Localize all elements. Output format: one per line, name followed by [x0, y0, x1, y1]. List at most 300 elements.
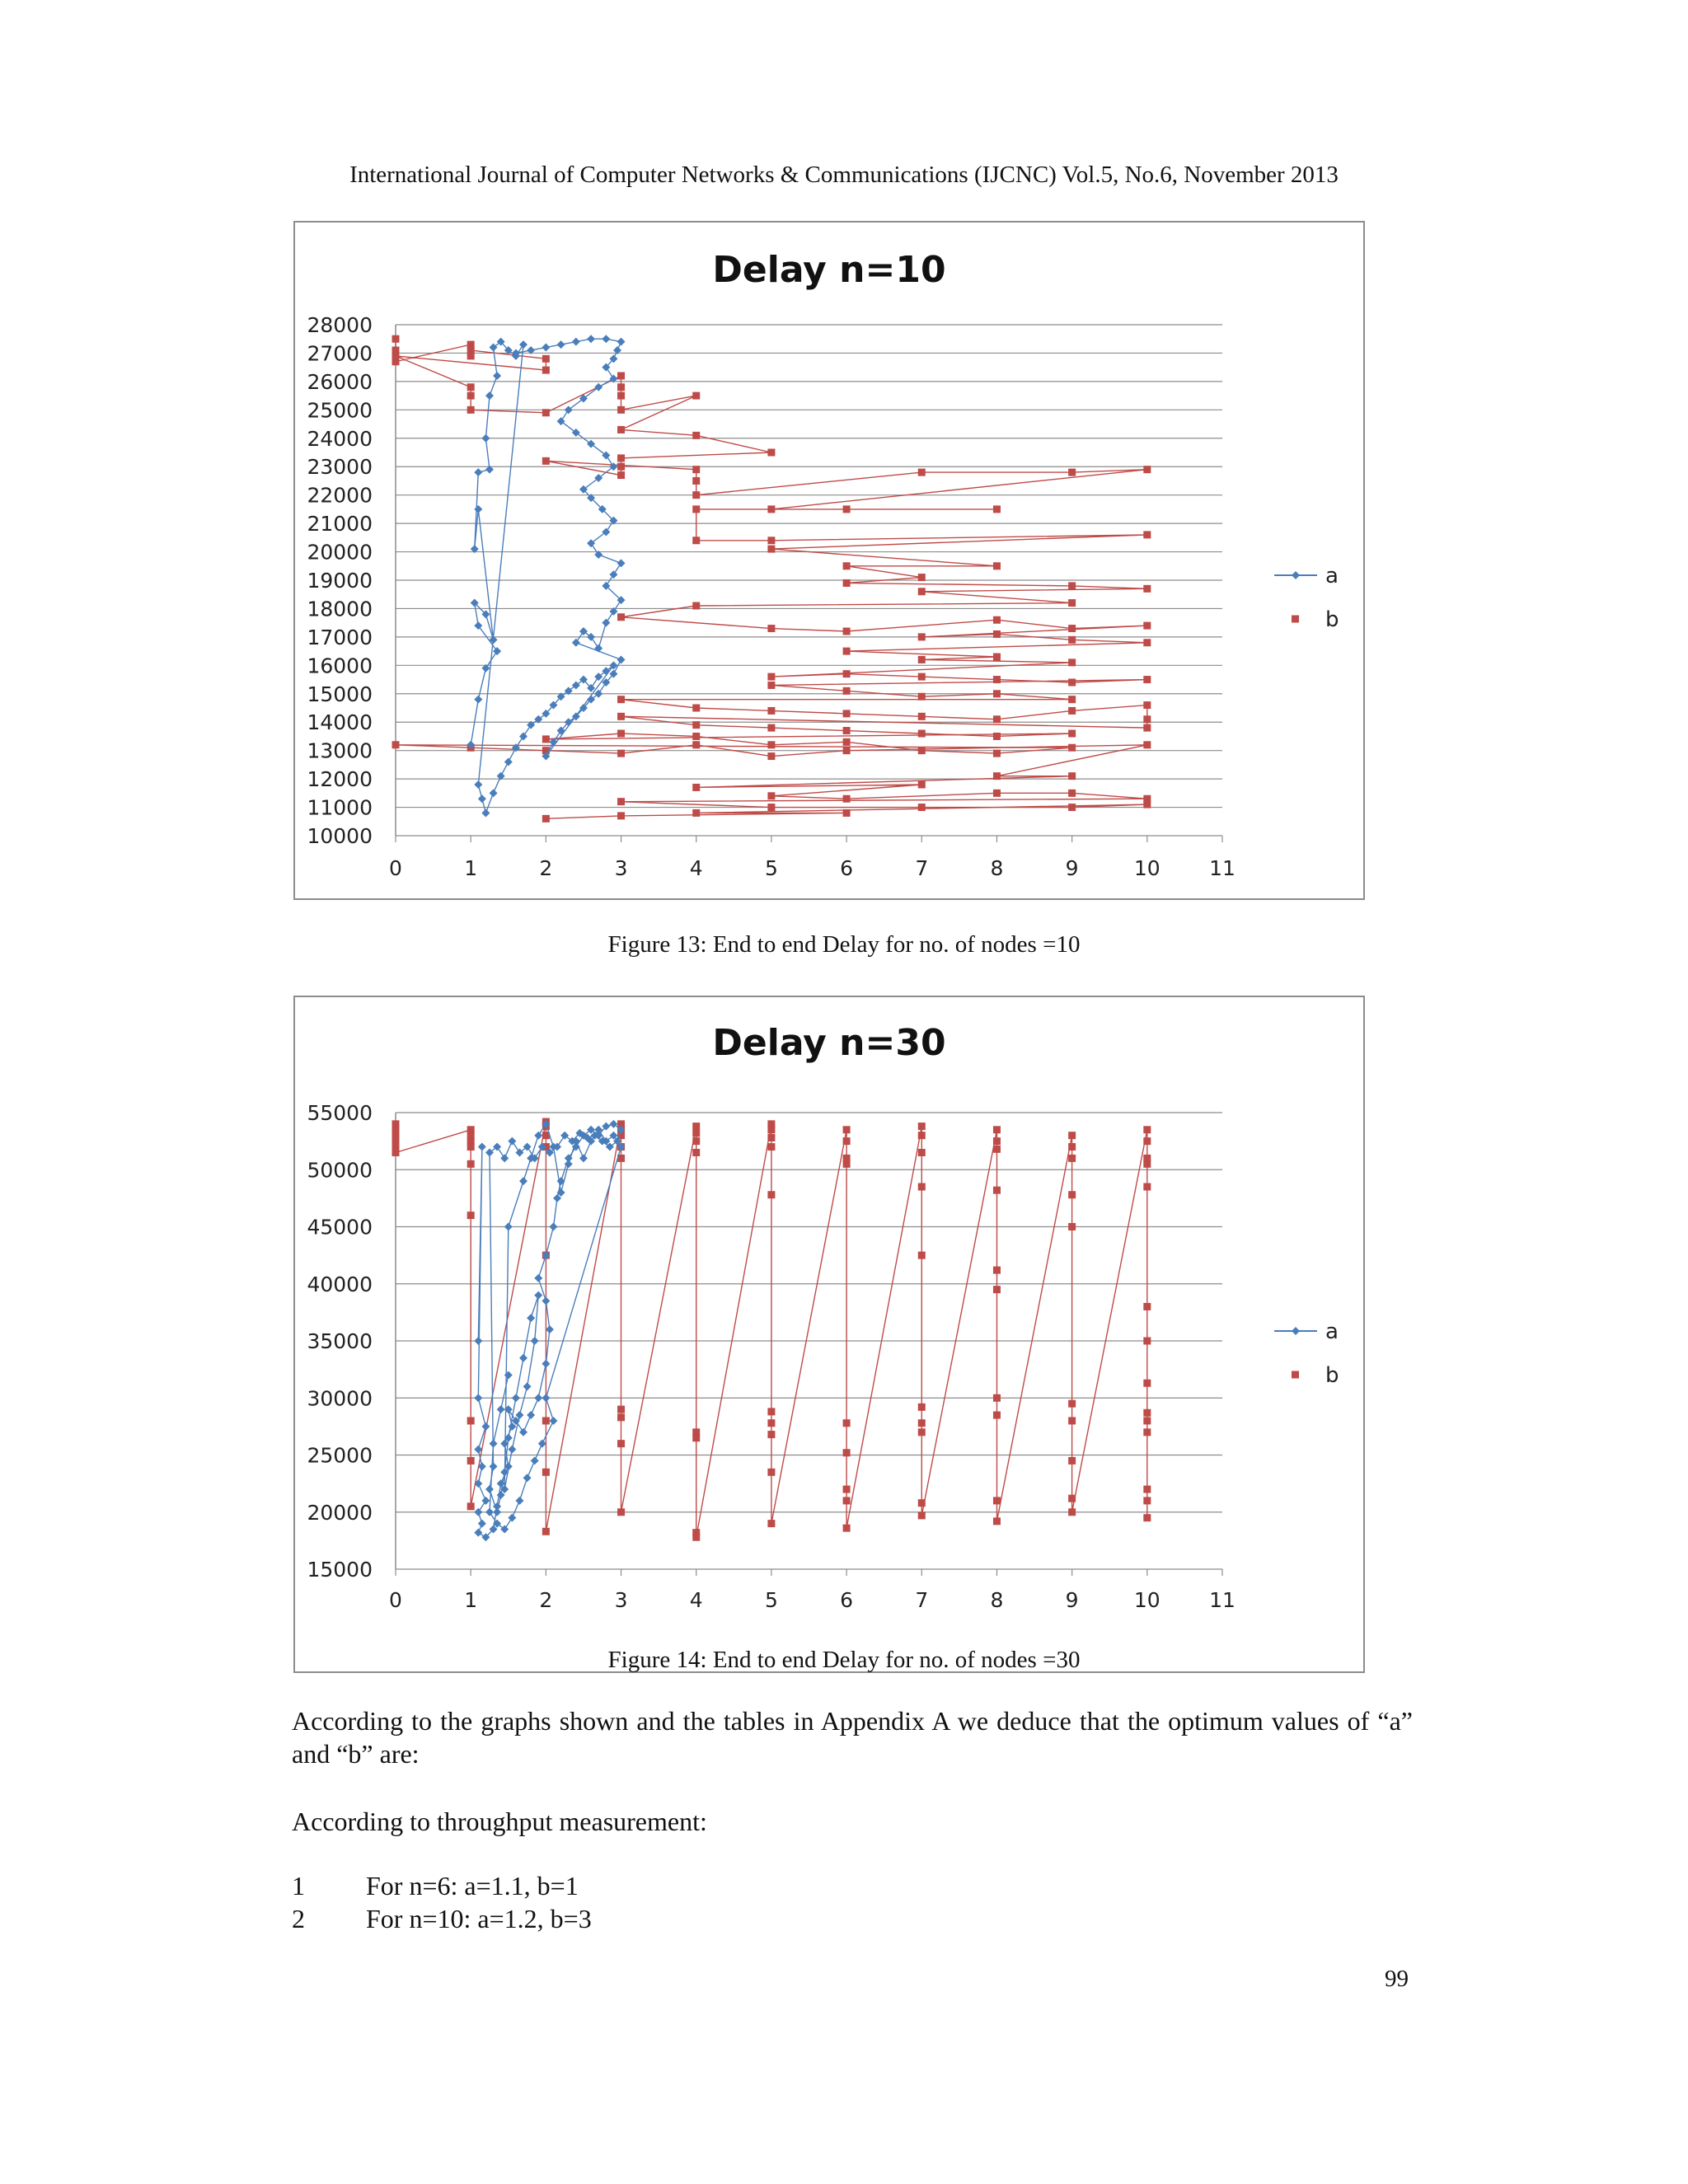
data-point-b: [1068, 625, 1076, 632]
data-point-b: [767, 625, 775, 632]
data-point-b: [767, 792, 775, 799]
running-header: International Journal of Computer Networks & Communications (IJCNC) Vol.5, No.6, November 2013: [349, 162, 1339, 188]
data-point-b: [993, 715, 1001, 723]
data-point-b: [993, 772, 1001, 780]
data-point-b: [918, 1132, 926, 1139]
data-point-b: [692, 432, 700, 439]
y-tick-label: 15000: [307, 682, 373, 706]
data-point-b: [767, 537, 775, 544]
list-item-text: For n=10: a=1.2, b=3: [366, 1904, 592, 1933]
legend-marker-b: [1292, 616, 1299, 623]
data-point-a: [504, 1371, 513, 1380]
y-tick-label: 27000: [307, 341, 373, 366]
data-point-b: [843, 628, 851, 635]
data-point-b: [843, 1525, 851, 1532]
data-point-b: [918, 804, 926, 811]
legend-label-b: b: [1325, 607, 1339, 632]
data-point-b: [993, 505, 1001, 513]
data-point-b: [692, 477, 700, 485]
y-tick-label: 25000: [307, 1443, 373, 1468]
data-point-b: [843, 1497, 851, 1504]
data-point-b: [767, 741, 775, 748]
data-point-a: [609, 570, 617, 579]
data-point-b: [692, 784, 700, 791]
y-tick-label: 25000: [307, 398, 373, 423]
x-tick-label: 8: [990, 1588, 1004, 1612]
list-item: [292, 1904, 592, 1934]
data-point-a: [549, 1417, 557, 1425]
data-point-b: [843, 738, 851, 746]
legend-label-b: b: [1325, 1363, 1339, 1388]
data-point-a: [538, 1440, 546, 1448]
data-point-a: [490, 1440, 498, 1448]
data-point-a: [534, 1132, 542, 1140]
data-point-a: [485, 1508, 494, 1516]
data-point-b: [617, 426, 625, 434]
data-point-a: [474, 621, 482, 630]
data-point-b: [918, 588, 926, 595]
data-point-a: [617, 655, 626, 663]
data-point-b: [993, 1517, 1001, 1525]
data-point-b: [617, 1508, 625, 1516]
data-point-b: [1143, 622, 1151, 630]
data-point-a: [474, 1508, 482, 1516]
data-point-b: [918, 574, 926, 581]
data-point-b: [617, 798, 625, 805]
data-point-b: [918, 1499, 926, 1507]
data-point-b: [542, 1417, 550, 1424]
data-point-b: [993, 616, 1001, 624]
data-point-a: [572, 338, 580, 346]
data-point-b: [1068, 599, 1076, 607]
data-point-b: [1068, 582, 1076, 589]
data-point-a: [478, 1143, 486, 1151]
data-point-b: [918, 747, 926, 754]
data-point-a: [474, 780, 482, 789]
data-point-a: [474, 1394, 482, 1402]
x-tick-label: 2: [539, 856, 553, 880]
data-point-b: [617, 696, 625, 703]
y-tick-label: 20000: [307, 540, 373, 565]
legend-marker-a: [1292, 1327, 1300, 1335]
data-point-b: [767, 1143, 775, 1151]
data-point-a: [508, 1137, 516, 1146]
data-point-b: [767, 449, 775, 457]
data-point-b: [993, 1146, 1001, 1153]
data-point-b: [843, 727, 851, 734]
data-point-b: [843, 687, 851, 695]
x-tick-label: 3: [614, 1588, 628, 1612]
data-point-b: [1143, 1417, 1151, 1424]
data-point-b: [843, 1126, 851, 1133]
legend-label-a: a: [1325, 564, 1339, 588]
data-point-b: [918, 1122, 926, 1130]
data-point-a: [512, 1394, 520, 1402]
data-point-b: [918, 1428, 926, 1436]
data-point-b: [843, 670, 851, 677]
data-point-a: [602, 619, 610, 627]
data-point-a: [478, 1520, 486, 1528]
data-point-b: [993, 1497, 1001, 1504]
data-point-a: [493, 647, 501, 655]
data-point-b: [467, 1143, 475, 1151]
data-point-a: [481, 434, 490, 443]
data-point-b: [918, 693, 926, 701]
data-point-b: [767, 1419, 775, 1427]
data-point-a: [527, 1411, 535, 1419]
data-point-b: [542, 735, 550, 743]
data-point-b: [1068, 1417, 1076, 1424]
data-point-b: [918, 1149, 926, 1156]
data-point-b: [542, 367, 550, 374]
data-point-b: [617, 373, 625, 380]
x-tick-label: 6: [840, 856, 854, 880]
data-point-a: [546, 1325, 554, 1333]
x-tick-label: 10: [1133, 1588, 1160, 1612]
data-point-b: [1143, 639, 1151, 646]
x-tick-label: 5: [764, 1588, 778, 1612]
data-point-b: [1068, 744, 1076, 752]
data-point-b: [918, 713, 926, 720]
data-point-a: [542, 344, 550, 352]
data-point-b: [1068, 1191, 1076, 1198]
data-point-b: [692, 491, 700, 499]
data-point-b: [1068, 1400, 1076, 1408]
data-point-b: [1143, 1409, 1151, 1417]
data-point-a: [519, 1354, 528, 1362]
x-tick-label: 8: [990, 856, 1004, 880]
data-point-b: [1143, 1428, 1151, 1436]
legend-marker-b: [1292, 1371, 1299, 1379]
data-point-b: [692, 1534, 700, 1541]
data-point-b: [1068, 707, 1076, 715]
data-point-b: [767, 682, 775, 689]
data-point-b: [767, 1191, 775, 1198]
data-point-b: [993, 1412, 1001, 1419]
y-tick-label: 26000: [307, 369, 373, 394]
data-point-b: [692, 537, 700, 544]
data-point-b: [918, 633, 926, 640]
y-tick-label: 19000: [307, 569, 373, 593]
data-point-b: [467, 406, 475, 414]
data-point-a: [497, 1405, 505, 1413]
x-tick-label: 4: [689, 856, 703, 880]
y-tick-label: 45000: [307, 1215, 373, 1240]
data-point-b: [692, 1434, 700, 1441]
data-point-b: [617, 463, 625, 471]
x-tick-label: 7: [915, 856, 929, 880]
data-point-b: [1143, 1137, 1151, 1145]
y-tick-label: 12000: [307, 767, 373, 792]
data-point-b: [1068, 1457, 1076, 1465]
y-tick-label: 10000: [307, 824, 373, 848]
data-point-a: [500, 1154, 509, 1162]
data-point-b: [993, 790, 1001, 797]
data-point-b: [843, 505, 851, 513]
data-point-b: [993, 1394, 1001, 1402]
data-point-b: [392, 741, 400, 748]
x-tick-label: 4: [689, 1588, 703, 1612]
data-point-b: [467, 1417, 475, 1424]
data-point-b: [542, 1528, 550, 1535]
data-point-b: [1143, 676, 1151, 683]
data-point-b: [1068, 790, 1076, 797]
data-point-b: [467, 1457, 475, 1465]
data-point-a: [572, 639, 580, 647]
data-point-a: [602, 527, 610, 536]
data-point-b: [767, 505, 775, 513]
chart-svg-delay-n30: [295, 997, 1363, 1671]
x-tick-label: 1: [464, 1588, 478, 1612]
data-point-b: [767, 673, 775, 681]
y-tick-label: 13000: [307, 738, 373, 763]
data-point-b: [1068, 1155, 1076, 1162]
data-point-b: [692, 733, 700, 740]
data-point-a: [609, 462, 617, 471]
data-point-b: [1143, 701, 1151, 709]
data-point-a: [549, 1223, 557, 1231]
data-point-b: [843, 1449, 851, 1456]
data-point-b: [993, 676, 1001, 683]
data-point-b: [542, 457, 550, 465]
data-point-a: [519, 1177, 528, 1185]
data-point-b: [692, 705, 700, 712]
data-point-b: [1143, 801, 1151, 808]
data-point-b: [692, 721, 700, 729]
data-point-b: [993, 1267, 1001, 1274]
data-point-b: [843, 1419, 851, 1427]
y-tick-label: 11000: [307, 795, 373, 820]
data-point-b: [1143, 466, 1151, 473]
data-point-a: [523, 1382, 532, 1390]
y-tick-label: 55000: [307, 1101, 373, 1125]
data-point-b: [1068, 1132, 1076, 1139]
data-point-b: [918, 1419, 926, 1427]
data-point-b: [467, 392, 475, 400]
data-point-a: [617, 338, 626, 346]
data-point-a: [519, 340, 528, 349]
data-point-b: [617, 454, 625, 462]
x-tick-label: 1: [464, 856, 478, 880]
y-tick-label: 20000: [307, 1500, 373, 1525]
y-tick-label: 30000: [307, 1386, 373, 1411]
data-point-b: [692, 505, 700, 513]
data-point-b: [542, 355, 550, 363]
data-point-b: [1143, 1486, 1151, 1493]
data-point-b: [767, 1134, 775, 1141]
x-tick-label: 0: [389, 1588, 402, 1612]
data-point-a: [481, 808, 490, 817]
data-point-a: [490, 789, 498, 797]
data-point-b: [843, 562, 851, 569]
data-point-a: [534, 1291, 542, 1300]
data-point-a: [602, 335, 610, 343]
data-point-b: [918, 730, 926, 738]
data-point-b: [617, 713, 625, 720]
data-point-b: [1143, 531, 1151, 538]
figure-14-caption: Figure 14: End to end Delay for no. of nodes =30: [607, 1647, 1081, 1673]
data-point-b: [692, 466, 700, 473]
y-tick-label: 50000: [307, 1158, 373, 1183]
data-point-b: [1068, 469, 1076, 476]
data-point-b: [993, 1286, 1001, 1293]
data-point-b: [1068, 636, 1076, 644]
y-tick-label: 15000: [307, 1558, 373, 1582]
page-number: 99: [1385, 1966, 1409, 1992]
chart-delay-n10: [293, 221, 1365, 900]
chart-title: Delay n=10: [712, 249, 946, 291]
data-point-b: [692, 1137, 700, 1145]
data-point-b: [1068, 696, 1076, 703]
data-point-a: [534, 1274, 542, 1282]
data-point-b: [1143, 1338, 1151, 1345]
data-point-b: [692, 392, 700, 400]
data-point-b: [1068, 804, 1076, 811]
data-point-b: [1143, 1183, 1151, 1191]
data-point-b: [918, 1252, 926, 1259]
data-point-a: [617, 559, 626, 567]
data-point-b: [1143, 1303, 1151, 1310]
data-point-b: [918, 656, 926, 663]
data-point-a: [474, 1337, 482, 1345]
data-point-b: [918, 673, 926, 681]
data-point-a: [493, 1508, 501, 1516]
data-point-b: [993, 750, 1001, 757]
data-point-a: [490, 344, 498, 352]
data-point-a: [474, 505, 482, 513]
data-point-b: [392, 1149, 400, 1156]
data-point-b: [993, 733, 1001, 740]
data-point-b: [467, 383, 475, 391]
data-point-b: [767, 724, 775, 732]
data-point-b: [467, 347, 475, 354]
data-point-a: [579, 1154, 588, 1162]
y-tick-label: 28000: [307, 313, 373, 337]
data-point-b: [843, 648, 851, 655]
data-point-b: [1143, 741, 1151, 748]
data-point-b: [1143, 1514, 1151, 1521]
data-point-a: [493, 372, 501, 380]
data-point-b: [993, 562, 1001, 569]
data-point-a: [504, 1223, 513, 1231]
data-point-b: [993, 1126, 1001, 1133]
data-point-a: [481, 1422, 490, 1431]
y-tick-label: 35000: [307, 1329, 373, 1353]
x-tick-label: 0: [389, 856, 402, 880]
data-point-b: [1068, 658, 1076, 666]
data-point-b: [692, 741, 700, 748]
y-tick-label: 24000: [307, 426, 373, 451]
x-tick-label: 2: [539, 1588, 553, 1612]
data-point-b: [1143, 1126, 1151, 1133]
chart-title: Delay n=30: [712, 1022, 946, 1064]
data-point-a: [579, 627, 588, 635]
data-point-a: [474, 1529, 482, 1537]
x-tick-label: 11: [1209, 1588, 1236, 1612]
data-point-a: [485, 1485, 494, 1493]
data-point-b: [918, 1183, 926, 1191]
data-point-b: [993, 1187, 1001, 1194]
data-point-b: [392, 335, 400, 343]
data-point-a: [594, 644, 603, 653]
data-point-b: [617, 730, 625, 738]
x-tick-label: 11: [1209, 856, 1236, 880]
y-tick-label: 17000: [307, 625, 373, 649]
data-point-b: [1143, 1380, 1151, 1387]
data-point-b: [1143, 724, 1151, 732]
data-point-a: [515, 1497, 523, 1505]
data-point-b: [692, 1122, 700, 1130]
data-point-b: [692, 1149, 700, 1156]
data-point-a: [504, 757, 513, 766]
data-point-a: [542, 1297, 550, 1305]
y-tick-label: 40000: [307, 1272, 373, 1296]
data-point-a: [557, 340, 565, 349]
data-point-b: [767, 1520, 775, 1527]
data-point-b: [392, 352, 400, 359]
data-point-b: [617, 392, 625, 400]
data-point-a: [485, 391, 494, 400]
data-point-b: [1143, 585, 1151, 593]
data-point-b: [617, 1406, 625, 1413]
data-point-b: [767, 1431, 775, 1438]
data-point-b: [1143, 1497, 1151, 1504]
data-point-b: [467, 1212, 475, 1219]
y-tick-label: 22000: [307, 483, 373, 508]
x-tick-label: 7: [915, 1588, 929, 1612]
data-point-b: [843, 579, 851, 587]
x-tick-label: 6: [840, 1588, 854, 1612]
y-tick-label: 18000: [307, 597, 373, 621]
x-tick-label: 10: [1133, 856, 1160, 880]
data-point-b: [617, 1413, 625, 1421]
data-point-b: [767, 1408, 775, 1415]
data-point-b: [617, 383, 625, 391]
data-point-b: [918, 469, 926, 476]
data-point-b: [617, 1440, 625, 1447]
data-point-b: [993, 630, 1001, 638]
data-point-b: [1068, 1223, 1076, 1230]
list-item: [292, 1871, 579, 1901]
data-point-b: [692, 602, 700, 610]
data-point-b: [1143, 1160, 1151, 1168]
y-tick-label: 16000: [307, 654, 373, 678]
data-point-b: [467, 1502, 475, 1510]
data-point-a: [478, 794, 486, 803]
y-tick-label: 21000: [307, 512, 373, 537]
figure-13-caption: Figure 13: End to end Delay for no. of nodes =10: [607, 931, 1081, 958]
data-point-a: [519, 732, 528, 740]
data-point-a: [474, 696, 482, 704]
data-point-b: [993, 654, 1001, 661]
data-point-b: [617, 750, 625, 757]
data-point-b: [843, 710, 851, 717]
data-point-b: [617, 812, 625, 819]
data-point-b: [542, 409, 550, 416]
list-item-text: For n=6: a=1.1, b=1: [366, 1871, 579, 1900]
data-point-a: [542, 1394, 550, 1402]
data-point-b: [542, 815, 550, 823]
x-tick-label: 3: [614, 856, 628, 880]
data-point-b: [993, 690, 1001, 697]
chart-svg-delay-n10: [295, 223, 1363, 898]
data-point-b: [467, 1160, 475, 1168]
data-point-a: [531, 1337, 539, 1345]
data-point-a: [534, 1394, 542, 1402]
legend-marker-a: [1292, 571, 1300, 579]
data-point-a: [531, 1456, 539, 1465]
data-point-a: [508, 1514, 516, 1522]
